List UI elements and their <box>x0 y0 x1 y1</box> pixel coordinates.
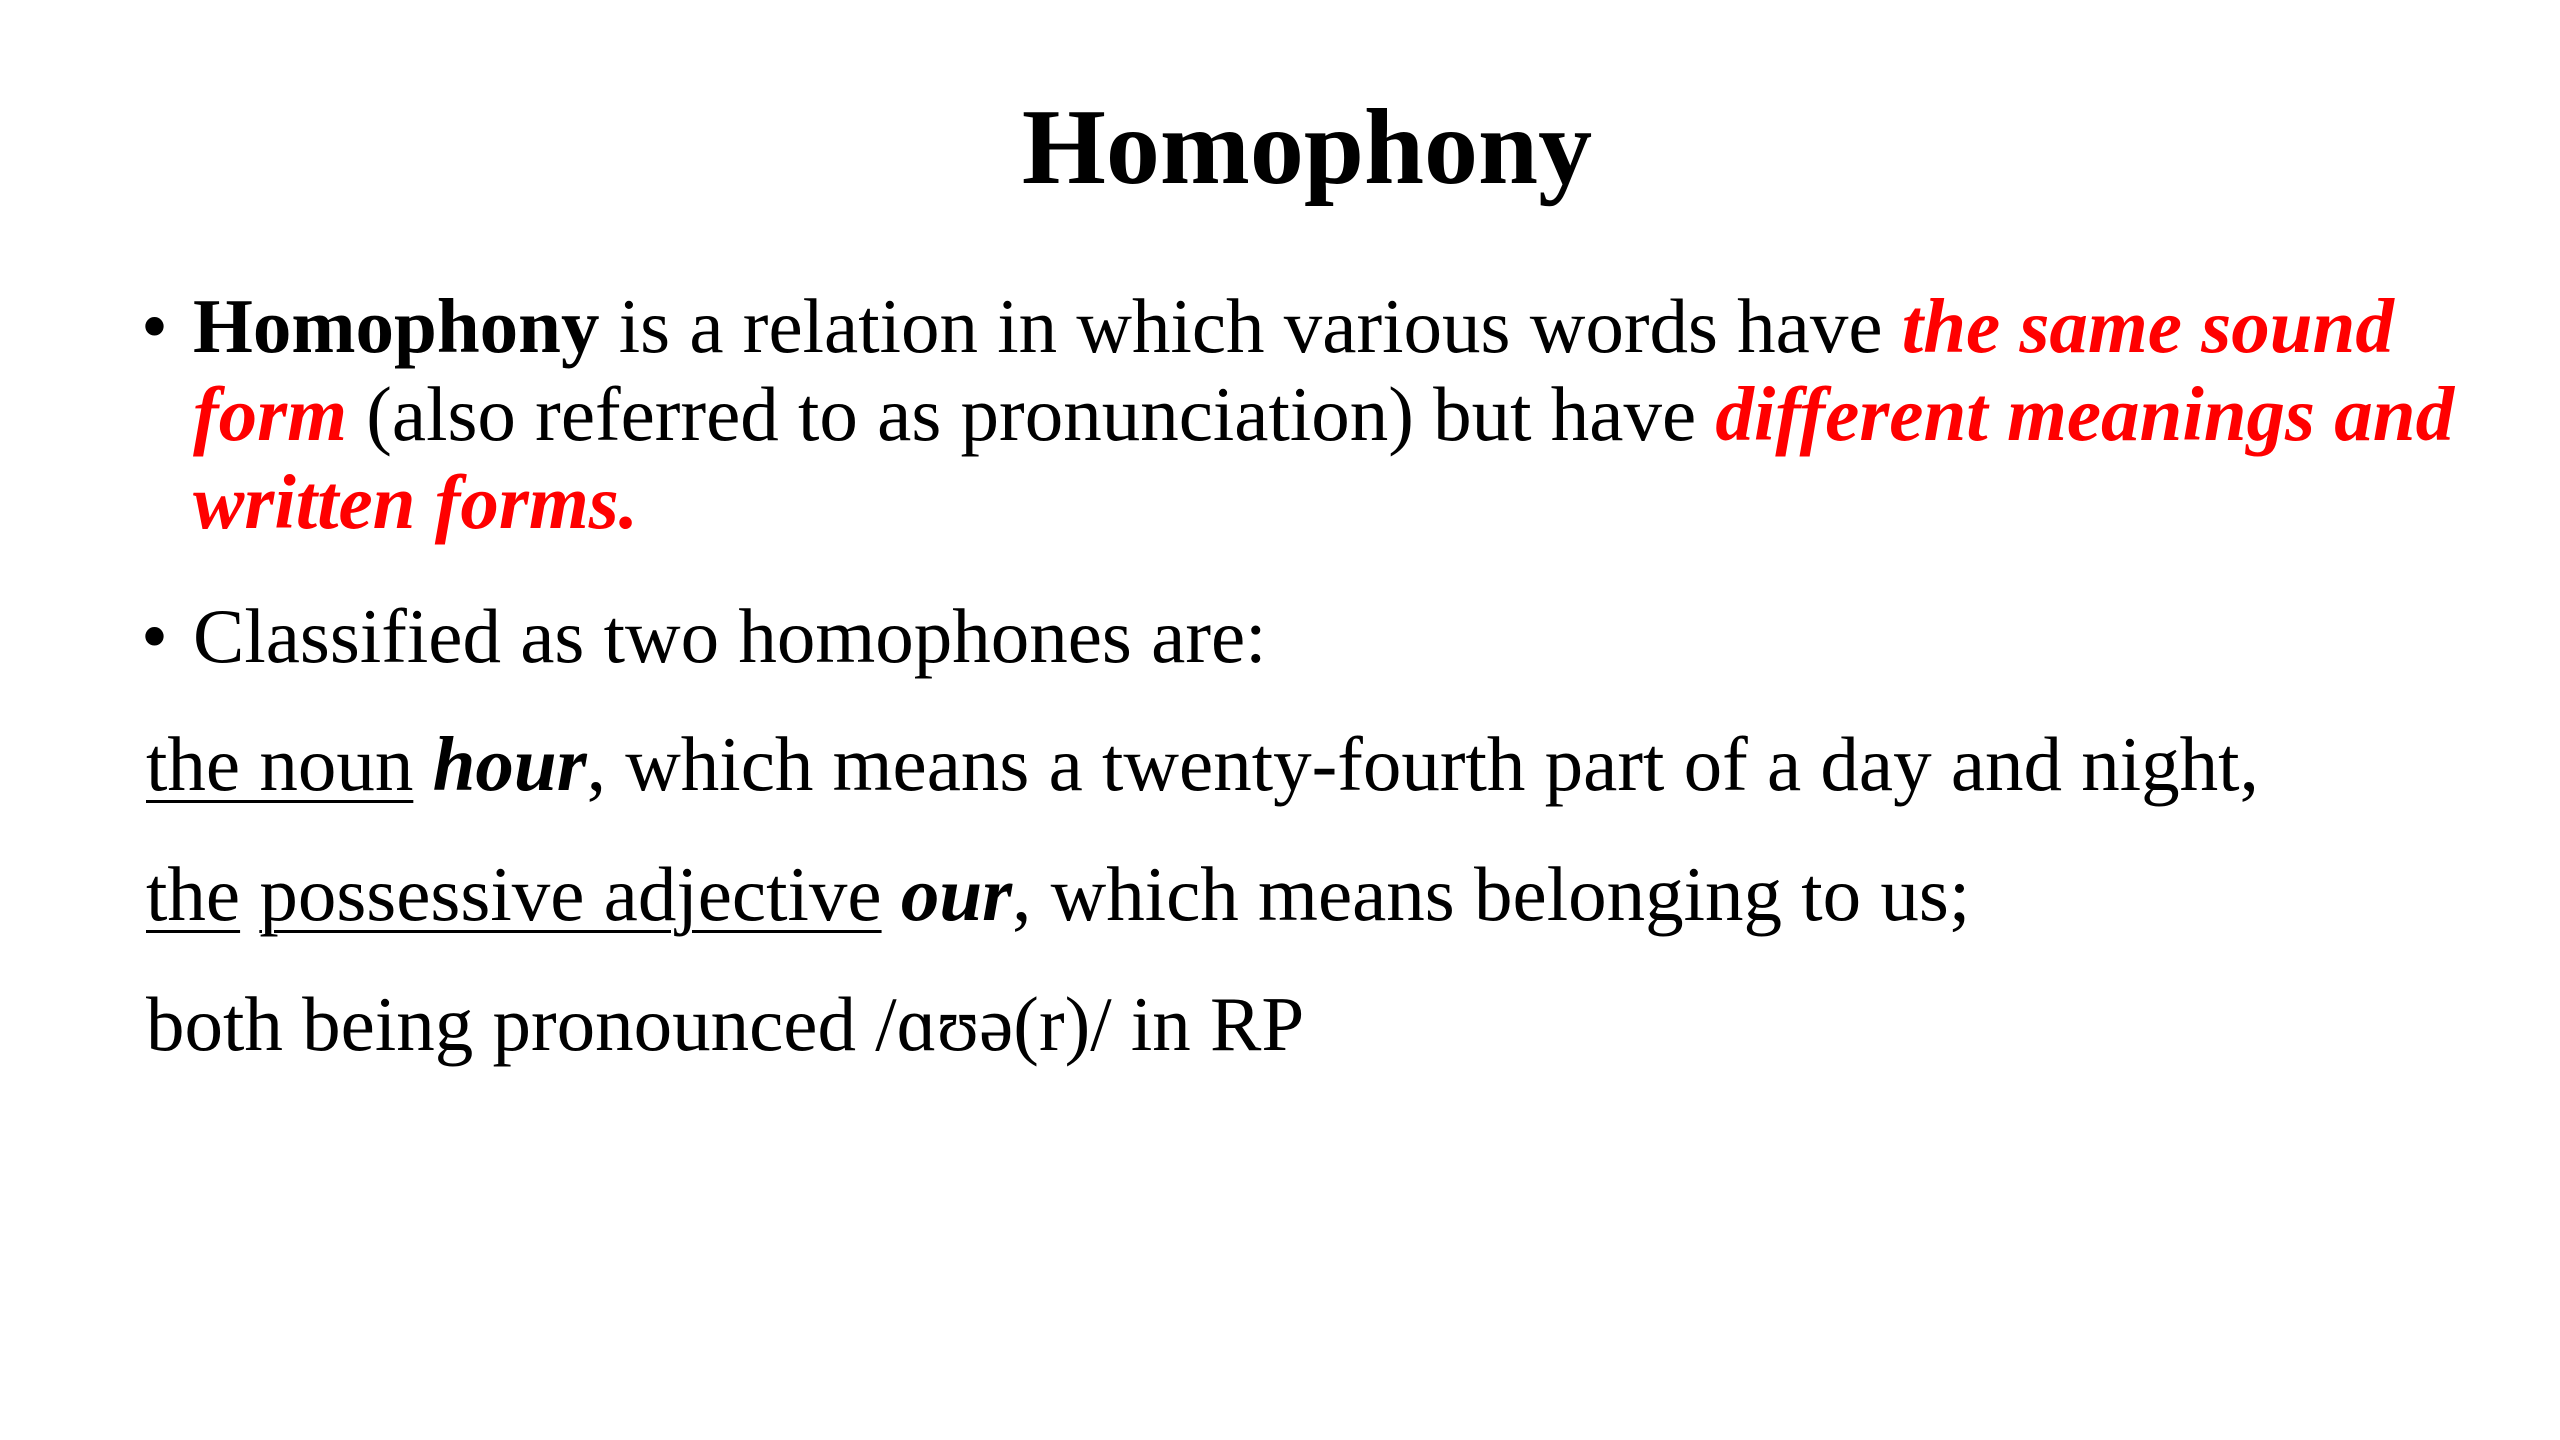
example-hour-rest: , which means a twenty-fourth part of a day and night, <box>586 721 2259 807</box>
definition-emphasis-1: the same sound form <box>193 283 2394 457</box>
definition-emphasis-2: different meanings and written forms. <box>193 371 2455 545</box>
bullet-classified-text: Classified as two homophones are: <box>193 593 1267 679</box>
definition-term: Homophony <box>193 283 600 369</box>
conclusion: both being pronounced /ɑʊə(r)/ in RP <box>146 981 1305 1067</box>
definition-text-2: (also referred to as pronunciation) but have <box>347 371 1716 457</box>
definition-text-1: is a relation in which various words have <box>599 283 1902 369</box>
example-hour-word: hour <box>432 721 587 807</box>
example-our-prefix-b: possessive adjective <box>259 851 882 937</box>
example-hour <box>146 720 2259 808</box>
example-hour-prefix: the noun <box>146 721 414 807</box>
example-our-word: our <box>900 851 1013 937</box>
example-our-rest: , which means belonging to us; <box>1012 851 1971 937</box>
example-our-prefix-a: the <box>146 851 241 937</box>
bullet-definition-text <box>193 282 2473 546</box>
bullet-marker: • <box>141 593 168 679</box>
example-our <box>146 850 1970 938</box>
slide-title: Homophony <box>1021 88 1593 207</box>
bullet-marker: • <box>141 283 168 369</box>
